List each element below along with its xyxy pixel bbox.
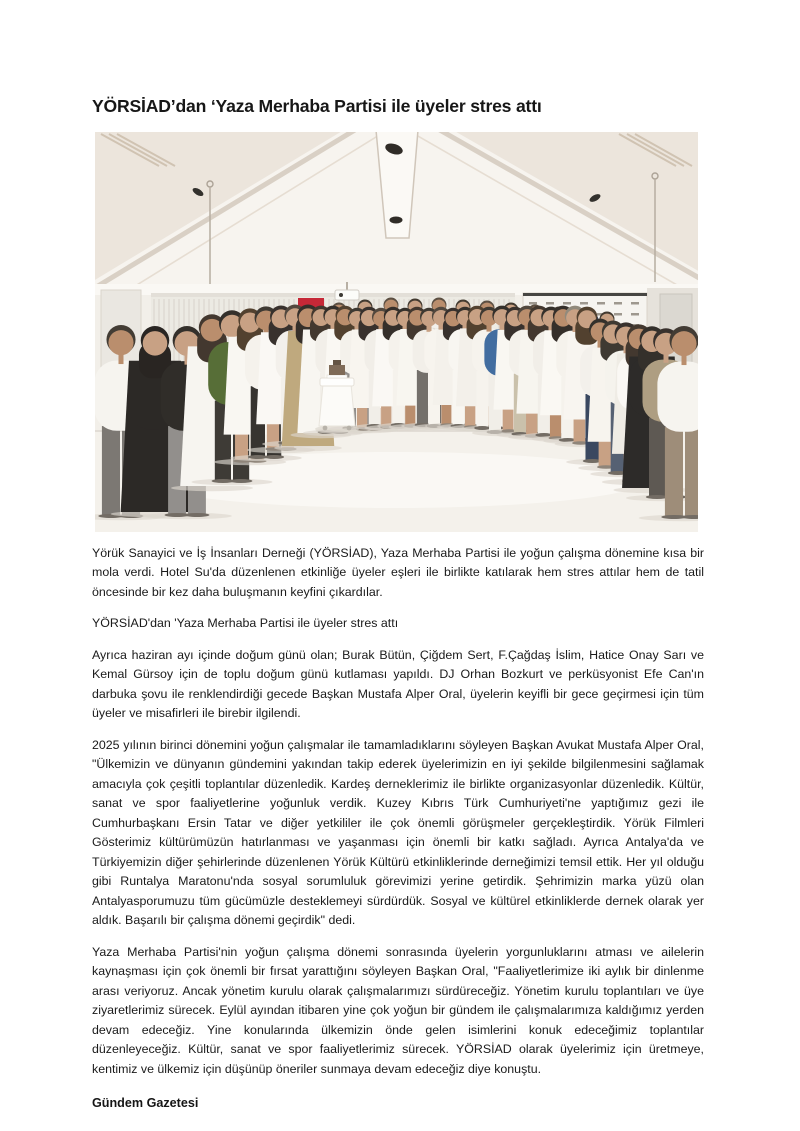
article-title: YÖRSİAD’dan ‘Yaza Merhaba Partisi ile üyeler stres attı <box>92 96 542 116</box>
paragraph-4: Yaza Merhaba Partisi'nin yoğun çalışma dönemi sonrasında üyelerin yorgunluklarını atması ve ailelerin kaynaşması için çok önemli bir fırsat yarattığını söyleyen Başkan Oral, "Faaliyetlerimize iki aylık bir dinlenme arası veriyoruz. Ancak yönetim kurulu olarak çalışmalarımızı sürdüreceğiz. Yönetim kurulu toplantıları ve üye ziyaretlerimiz sürecek. Eylül ayından itibaren yine çok yoğun bir gündem ile çalışmalarımıza kaldığımız yerden devam edeceğiz. Yine konularında ülkemizin önde gelen isimlerini konuk edeceğimiz toplantılar düzenleyeceğiz. Kültür, sanat ve spor faaliyetlerimiz sürecek. YÖRSİAD olarak üyelerimiz için üretmeye, kentimiz ve ülkemiz için düşünüp öneriler sunmaya devam edeceğiz diye konuştu. <box>92 944 704 1076</box>
event-photo-illustration <box>95 132 698 532</box>
article <box>92 0 704 1110</box>
paragraph-subtitle: YÖRSİAD'dan 'Yaza Merhaba Partisi ile üyeler stres attı <box>92 616 399 631</box>
event-photo <box>95 132 698 532</box>
paragraph-3: 2025 yılının birinci dönemini yoğun çalışmalar ile tamamladıklarını söyleyen Başkan Avukat Mustafa Alper Oral, "Ülkemizin ve dünyanın gündemini yakından takip ederek üyelerimizin en iyi şekilde bilgilenmesini sağlamak amacıyla çok çeşitli toplantılar düzenledik. Kardeş derneklerimiz ile birlikte organizasyonlar düzenledik. Kültür, sanat ve spor faaliyetlerine yoğunluk verdik. Kuzey Kıbrıs Türk Cumhuriyeti'ne yaptığımız gezi ile Cumhurbaşkanı Ersin Tatar ve diğer yetkililer ile çok önemli görüşmeler gerçekleştirdik. Yörük Filmleri Gösterimiz kültürümüzün hatırlanması ve yaşanması için önemli bir katkı sağladı. Ayrıca Antalya'da ve Türkiyemizin diğer şehirlerinde düzenlenen Yörük Kültürü etkinliklerinde derneğimizi temsil ettik. Her yıl olduğu gibi Runtalya Maratonu'nda sosyal sorumluluk görevimizi yerine getirdik. Şehrimizin marka yüzü olan Antalyasporumuzu tüm gücümüzle desteklemeyi sürdürdük. Sosyal ve kültürel etkinliklerde dernek olarak yer aldık. Başarılı bir çalışma dönemi geçirdik" dedi. <box>92 737 704 928</box>
paragraph-2: Ayrıca haziran ayı içinde doğum günü olan; Burak Bütün, Çiğdem Sert, F.Çağdaş İslim, Hatice Onay Sarı ve Kemal Gürsoy için de toplu doğum günü kutlaması yapıldı. DJ Orhan Bozkurt ve perküsyonist Efe Can'ın darbuka şovu ile renklendirdiği gecede Başkan Mustafa Alper Oral, üyelerin keyifli bir gece geçirmesi için tüm üyeler ve misafirleri ile birebir ilgilendi. <box>92 647 704 721</box>
byline: Gündem Gazetesi <box>92 1096 199 1111</box>
paragraph-1: Yörük Sanayici ve İş İnsanları Derneği (YÖRSİAD), Yaza Merhaba Partisi ile yoğun çalışma dönemine kısa bir mola verdi. Hotel Su'da düzenlenen etkinliğe üyeler eşleri ile birlikte katılarak hem stres attılar hem de tatil öncesinde bir kez daha buluşmanın keyfini çıkardılar. <box>92 545 704 599</box>
